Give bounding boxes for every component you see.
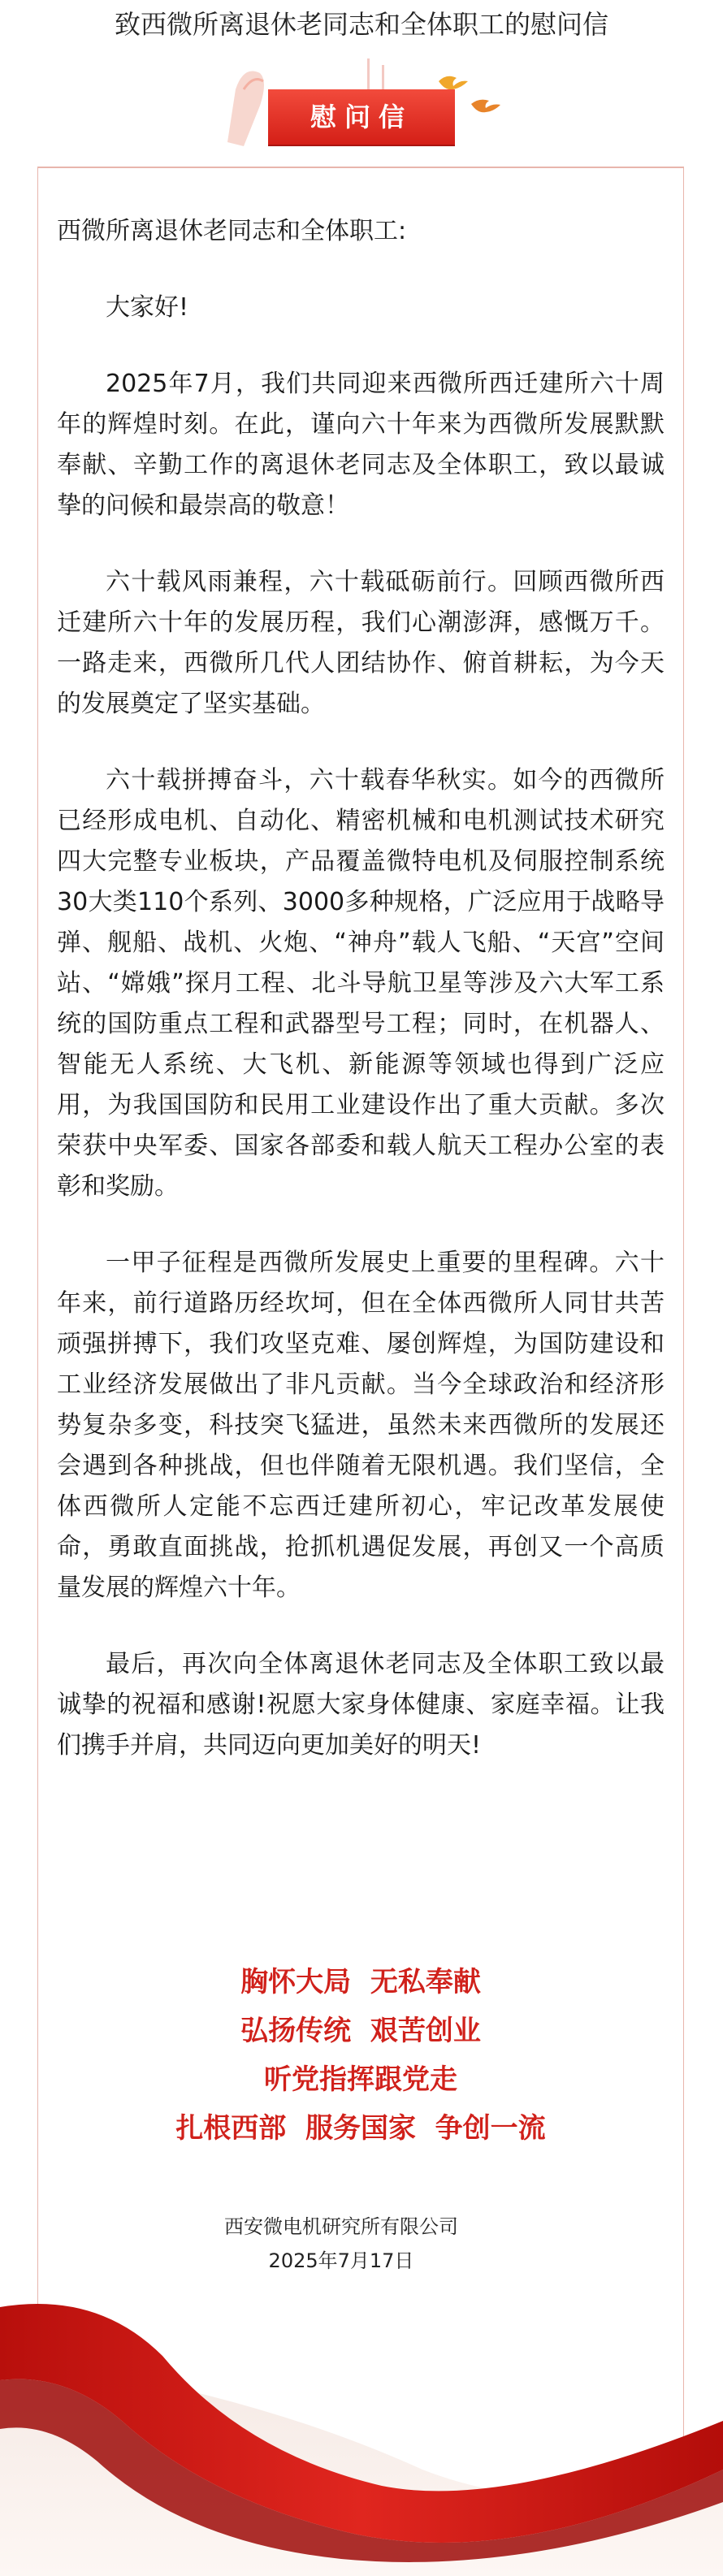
dove-icon (471, 100, 500, 113)
slogan: 听党指挥跟党走 (264, 2063, 457, 2096)
salutation: 西微所离退休老同志和全体职工: (57, 217, 407, 245)
slogan-block (37, 1958, 684, 2153)
banner (0, 57, 723, 154)
red-ribbon-decoration (0, 2258, 723, 2576)
paragraph: 2025年7月，我们共同迎来西微所西迁建所六十周年的辉煌时刻。在此，谨向六十年来为西微所发展默默奉献、辛勤工作的离退休老同志及全体职工，致以最诚挚的问候和最崇高的敬意！ (57, 370, 665, 520)
paragraph: 最后，再次向全体离退休老同志及全体职工致以最诚挚的祝福和感谢!祝愿大家身体健康、家庭幸福。让我们携手并肩，共同迈向更加美好的明天! (57, 1650, 665, 1760)
paragraph: 六十载拼搏奋斗，六十载春华秋实。如今的西微所已经形成电机、自动化、精密机械和电机测试技术研究四大完整专业板块，产品覆盖微特电机及伺服控制系统30大类110个系列、3000多种规格，广泛应用于战略导弹、舰船、战机、火炮、“神舟”载人飞船、“天宫”空间站、“嫦娥”探月工程、北斗导航卫星等涉及六大军工系统的国防重点工程和武器型号工程；同时，在机器人、智能无人系统、大飞机、新能源等领域也得到广泛应用，为我国国防和民用工业建设作出了重大贡献。多次荣获中央军委、国家各部委和载人航天工程办公室的表彰和奖励。 (57, 766, 665, 1201)
letter-body (57, 211, 665, 1802)
slogan: 弘扬传统 艰苦创业 (240, 2015, 481, 2047)
banner-label: 慰问信 (268, 89, 455, 145)
paragraph: 六十载风雨兼程，六十载砥砺前行。回顾西微所西迁建所六十年的发展历程，我们心潮澎湃，感慨万千。一路走来，西微所几代人团结协作、俯首耕耘，为今天的发展奠定了坚实基础。 (57, 568, 665, 718)
slogan: 扎根西部 服务国家 争创一流 (175, 2112, 546, 2145)
greeting: 大家好! (106, 293, 189, 322)
signature-date: 2025年7月17日 (268, 2249, 414, 2272)
frame-top-border (37, 167, 684, 168)
signature-org: 西安微电机研究所有限公司 (224, 2215, 458, 2238)
page-title: 致西微所离退休老同志和全体职工的慰问信 (114, 9, 608, 40)
dove-icon (439, 76, 468, 90)
banner-stroke (367, 58, 370, 91)
paragraph: 一甲子征程是西微所发展史上重要的里程碑。六十年来，前行道路历经坎坷，但在全体西微所人同甘共苦顽强拼搏下，我们攻坚克难、屡创辉煌，为国防建设和工业经济发展做出了非凡贡献。当今全球政治和经济形势复杂多变，科技突飞猛进，虽然未来西微所的发展还会遇到各种挑战，但也伴随着无限机遇。我们坚信，全体西微所人定能不忘西迁建所初心，牢记改革发展使命，勇敢直面挑战，抢抓机遇促发展，再创又一个高质量发展的辉煌六十年。 (57, 1249, 665, 1602)
banner-stroke (382, 65, 384, 89)
slogan: 胸怀大局 无私奉献 (240, 1966, 481, 1998)
left-ornament (227, 71, 264, 147)
